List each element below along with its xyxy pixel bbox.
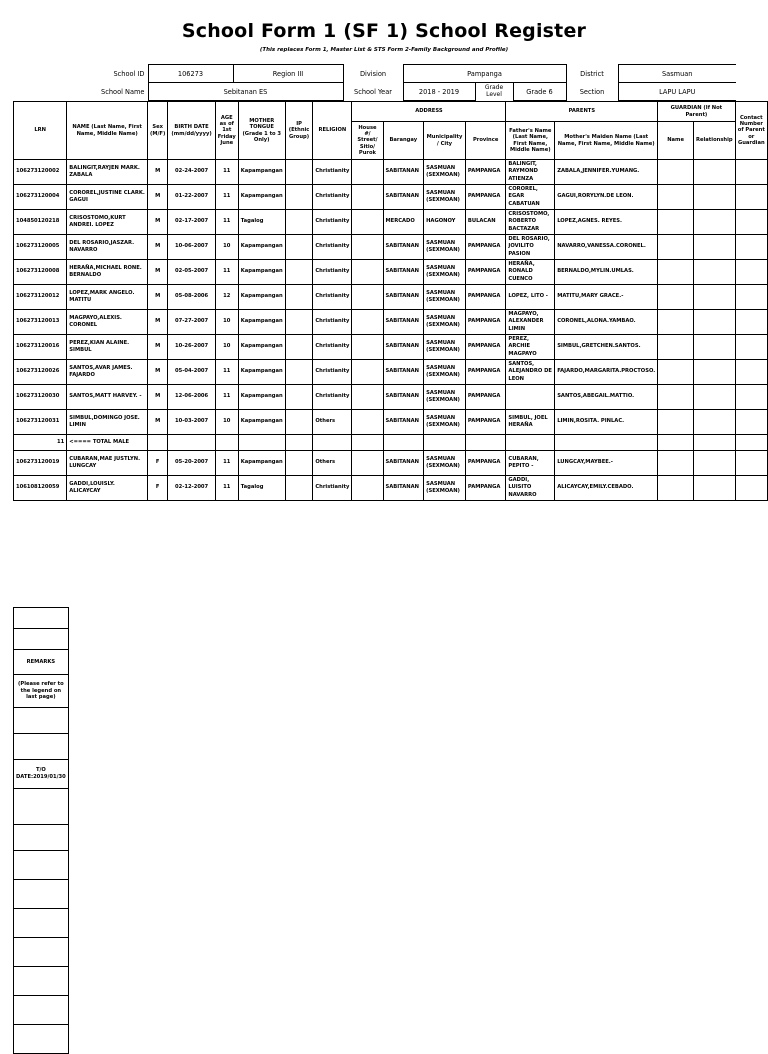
cell-province: PAMPANGA	[465, 235, 506, 260]
table-row	[14, 410, 768, 435]
cell-birth: 02-05-2007	[168, 260, 215, 285]
cell-name: HERAÑA,MICHAEL RONE. BERNALDO	[67, 260, 148, 285]
cell-relationship	[694, 410, 736, 435]
col-contact: Contact Number of Parent or Guardian	[735, 102, 767, 160]
cell-mother: LUNGCAY,MAYBEE.-	[555, 451, 658, 476]
remarks-legend-note: (Please refer to the legend on last page)	[14, 675, 69, 708]
cell-house	[352, 235, 383, 260]
cell-sex: M	[148, 285, 168, 310]
cell-lrn: 106108120059	[14, 476, 67, 501]
cell-contact	[735, 310, 767, 335]
cell-guardian	[658, 210, 694, 235]
cell-guardian	[658, 385, 694, 410]
cell-province: PAMPANGA	[465, 160, 506, 185]
cell-relationship	[694, 335, 736, 360]
cell-age: 11	[215, 185, 238, 210]
cell-municipality: SASMUAN (SEXMOAN)	[424, 476, 466, 501]
cell-barangay: SABITANAN	[383, 285, 424, 310]
cell-name: PEREZ,KIAN ALAINE. SIMBUL	[67, 335, 148, 360]
cell-sex: M	[148, 335, 168, 360]
grade-level-label: Grade Level	[484, 83, 504, 98]
cell-father: DEL ROSARIO, JOVILITO PASION	[506, 235, 555, 260]
col-group-address: ADDRESS	[352, 102, 506, 122]
cell-lrn: 106273120004	[14, 185, 67, 210]
cell-birth: 02-24-2007	[168, 160, 215, 185]
cell-father: PEREZ, ARCHIE MAGPAYO	[506, 335, 555, 360]
cell-name: COROREL,JUSTINE CLARK. GAGUI	[67, 185, 148, 210]
table-row	[14, 185, 768, 210]
cell-religion: Christianity	[313, 285, 352, 310]
region-value: Region III	[233, 65, 343, 83]
cell-ip	[285, 385, 313, 410]
cell-sex: F	[148, 476, 168, 501]
cell-age: 11	[215, 260, 238, 285]
cell-relationship	[694, 451, 736, 476]
col-guardian-name: Name	[658, 122, 694, 160]
cell-province: PAMPANGA	[465, 285, 506, 310]
cell-religion: Others	[313, 410, 352, 435]
col-father: Father's Name (Last Name, First Name, Middle Name)	[506, 122, 555, 160]
cell-father: SIMBUL, JOEL HERAÑA	[506, 410, 555, 435]
cell-house	[352, 285, 383, 310]
cell-father: BALINGIT, RAYMOND ATIENZA	[506, 160, 555, 185]
cell-age: 11	[215, 360, 238, 385]
cell-lrn: 104850120218	[14, 210, 67, 235]
form-subtitle: (This replaces Form 1, Master List & STS Form 2-Family Background and Profile)	[259, 47, 509, 53]
cell-name: DEL ROSARIO,JASZAR. NAVARRO	[67, 235, 148, 260]
col-municipality: Municipality / City	[424, 122, 466, 160]
cell-ip	[285, 335, 313, 360]
cell-ip	[285, 451, 313, 476]
cell-lrn: 106273120016	[14, 335, 67, 360]
cell-barangay: SABITANAN	[383, 235, 424, 260]
cell-municipality: SASMUAN (SEXMOAN)	[424, 160, 466, 185]
cell-birth: 01-22-2007	[168, 185, 215, 210]
cell-lrn: 106273120002	[14, 160, 67, 185]
table-row	[14, 310, 768, 335]
remarks-column	[13, 607, 69, 1054]
cell-birth: 07-27-2007	[168, 310, 215, 335]
cell-lrn: 106273120013	[14, 310, 67, 335]
cell-contact	[735, 451, 767, 476]
cell-municipality: SASMUAN (SEXMOAN)	[424, 185, 466, 210]
cell-age: 11	[215, 385, 238, 410]
cell-municipality: HAGONOY	[424, 210, 466, 235]
total-male-label: <==== TOTAL MALE	[67, 435, 148, 451]
col-house: House #/ Street/ Sitio/ Purok	[352, 122, 383, 160]
cell-province: PAMPANGA	[465, 335, 506, 360]
cell-contact	[735, 210, 767, 235]
col-ip: IP (Ethnic Group)	[285, 102, 313, 160]
cell-religion: Christianity	[313, 210, 352, 235]
cell-religion: Christianity	[313, 260, 352, 285]
col-mother: Mother's Maiden Name (Last Name, First Name, Middle Name)	[555, 122, 658, 160]
cell-father: SANTOS, ALEJANDRO DE LEON	[506, 360, 555, 385]
cell-ip	[285, 235, 313, 260]
col-relationship: Relationship	[694, 122, 736, 160]
cell-sex: M	[148, 210, 168, 235]
cell-house	[352, 310, 383, 335]
cell-mt: Kapampangan	[238, 260, 285, 285]
table-row	[14, 385, 768, 410]
cell-name: SANTOS,AVAR JAMES. FAJARDO	[67, 360, 148, 385]
cell-barangay: SABITANAN	[383, 410, 424, 435]
cell-province: PAMPANGA	[465, 410, 506, 435]
cell-contact	[735, 410, 767, 435]
cell-age: 10	[215, 335, 238, 360]
table-row	[14, 451, 768, 476]
cell-birth: 05-20-2007	[168, 451, 215, 476]
cell-house	[352, 451, 383, 476]
cell-province: PAMPANGA	[465, 476, 506, 501]
cell-guardian	[658, 310, 694, 335]
cell-contact	[735, 385, 767, 410]
cell-barangay: SABITANAN	[383, 185, 424, 210]
cell-mt: Kapampangan	[238, 160, 285, 185]
cell-house	[352, 260, 383, 285]
cell-guardian	[658, 476, 694, 501]
total-male-section	[14, 435, 768, 451]
remarks-entry: T/O DATE:2019/01/30	[14, 760, 69, 789]
cell-ip	[285, 160, 313, 185]
cell-contact	[735, 335, 767, 360]
cell-birth: 02-12-2007	[168, 476, 215, 501]
cell-age: 12	[215, 285, 238, 310]
form-title: School Form 1 (SF 1) School Register	[181, 20, 587, 42]
table-row	[14, 285, 768, 310]
cell-guardian	[658, 260, 694, 285]
register-table	[13, 101, 768, 501]
cell-name: SIMBUL,DOMINGO JOSE. LIMIN	[67, 410, 148, 435]
school-name-value: Sebitanan ES	[148, 83, 343, 101]
cell-relationship	[694, 476, 736, 501]
section-label: Section	[579, 87, 605, 96]
cell-age: 10	[215, 235, 238, 260]
cell-barangay: MERCADO	[383, 210, 424, 235]
female-rows	[14, 451, 768, 501]
cell-birth: 10-26-2007	[168, 335, 215, 360]
table-row	[14, 260, 768, 285]
division-label: Division	[359, 69, 387, 78]
cell-contact	[735, 260, 767, 285]
cell-contact	[735, 285, 767, 310]
cell-name: CRISOSTOMO,KURT ANDREI. LOPEZ	[67, 210, 148, 235]
cell-barangay: SABITANAN	[383, 451, 424, 476]
table-row	[14, 160, 768, 185]
cell-contact	[735, 360, 767, 385]
cell-sex: M	[148, 360, 168, 385]
cell-barangay: SABITANAN	[383, 476, 424, 501]
cell-mother: GAGUI,RORYLYN.DE LEON.	[555, 185, 658, 210]
cell-mt: Kapampangan	[238, 451, 285, 476]
total-male-count: 11	[14, 435, 67, 451]
cell-relationship	[694, 385, 736, 410]
cell-mt: Tagalog	[238, 476, 285, 501]
cell-birth: 10-03-2007	[168, 410, 215, 435]
cell-relationship	[694, 285, 736, 310]
cell-sex: M	[148, 235, 168, 260]
cell-father: HERAÑA, RONALD CUENCO	[506, 260, 555, 285]
cell-ip	[285, 185, 313, 210]
cell-municipality: SASMUAN (SEXMOAN)	[424, 410, 466, 435]
cell-house	[352, 410, 383, 435]
cell-ip	[285, 210, 313, 235]
district-value: Sasmuan	[618, 65, 736, 83]
cell-guardian	[658, 360, 694, 385]
cell-age: 10	[215, 410, 238, 435]
cell-father: LOPEZ, LITO -	[506, 285, 555, 310]
cell-mt: Kapampangan	[238, 310, 285, 335]
cell-religion: Others	[313, 451, 352, 476]
cell-religion: Christianity	[313, 360, 352, 385]
cell-house	[352, 476, 383, 501]
cell-municipality: SASMUAN (SEXMOAN)	[424, 385, 466, 410]
cell-house	[352, 385, 383, 410]
cell-lrn: 106273120026	[14, 360, 67, 385]
school-header-row1	[70, 64, 736, 83]
school-name-label: School Name	[101, 87, 145, 96]
cell-municipality: SASMUAN (SEXMOAN)	[424, 360, 466, 385]
cell-sex: M	[148, 260, 168, 285]
cell-father	[506, 385, 555, 410]
cell-ip	[285, 285, 313, 310]
school-year-value: 2018 - 2019	[403, 83, 475, 101]
cell-religion: Christianity	[313, 335, 352, 360]
col-barangay: Barangay	[383, 122, 424, 160]
cell-ip	[285, 310, 313, 335]
cell-mother: BERNALDO,MYLIN.UMLAS.	[555, 260, 658, 285]
cell-mt: Kapampangan	[238, 385, 285, 410]
cell-lrn: 106273120012	[14, 285, 67, 310]
cell-municipality: SASMUAN (SEXMOAN)	[424, 310, 466, 335]
table-row	[14, 335, 768, 360]
cell-barangay: SABITANAN	[383, 260, 424, 285]
cell-sex: M	[148, 410, 168, 435]
cell-province: PAMPANGA	[465, 360, 506, 385]
col-name: NAME (Last Name, First Name, Middle Name)	[67, 102, 148, 160]
cell-mother: SIMBUL,GRETCHEN.SANTOS.	[555, 335, 658, 360]
cell-province: BULACAN	[465, 210, 506, 235]
col-age: AGE as of 1st Friday June	[215, 102, 238, 160]
cell-house	[352, 185, 383, 210]
cell-mt: Kapampangan	[238, 410, 285, 435]
col-lrn: LRN	[14, 102, 67, 160]
cell-mt: Kapampangan	[238, 285, 285, 310]
cell-house	[352, 335, 383, 360]
cell-father: GADDI, LUISITO NAVARRO	[506, 476, 555, 501]
cell-age: 11	[215, 160, 238, 185]
cell-mt: Kapampangan	[238, 235, 285, 260]
cell-ip	[285, 410, 313, 435]
male-rows	[14, 160, 768, 435]
cell-religion: Christianity	[313, 235, 352, 260]
cell-municipality: SASMUAN (SEXMOAN)	[424, 335, 466, 360]
cell-age: 11	[215, 476, 238, 501]
col-birth-date: BIRTH DATE (mm/dd/yyyy)	[168, 102, 215, 160]
cell-contact	[735, 185, 767, 210]
cell-province: PAMPANGA	[465, 385, 506, 410]
cell-guardian	[658, 160, 694, 185]
cell-lrn: 106273120031	[14, 410, 67, 435]
cell-sex: F	[148, 451, 168, 476]
cell-sex: M	[148, 385, 168, 410]
cell-municipality: SASMUAN (SEXMOAN)	[424, 260, 466, 285]
cell-sex: M	[148, 185, 168, 210]
cell-religion: Christianity	[313, 310, 352, 335]
cell-guardian	[658, 185, 694, 210]
cell-guardian	[658, 451, 694, 476]
cell-father: MAGPAYO, ALEXANDER LIMIN	[506, 310, 555, 335]
cell-contact	[735, 476, 767, 501]
cell-mt: Tagalog	[238, 210, 285, 235]
cell-mother: ZABALA,JENNIFER.YUMANG.	[555, 160, 658, 185]
cell-father: CRISOSTOMO, ROBERTO BACTAZAR	[506, 210, 555, 235]
cell-birth: 05-08-2006	[168, 285, 215, 310]
section-value: LAPU LAPU	[618, 83, 736, 101]
cell-municipality: SASMUAN (SEXMOAN)	[424, 285, 466, 310]
table-row	[14, 476, 768, 501]
cell-mother: LOPEZ,AGNES. REYES.	[555, 210, 658, 235]
cell-contact	[735, 235, 767, 260]
col-sex: Sex (M/F)	[148, 102, 168, 160]
cell-municipality: SASMUAN (SEXMOAN)	[424, 451, 466, 476]
cell-age: 11	[215, 210, 238, 235]
cell-mother: NAVARRO,VANESSA.CORONEL.	[555, 235, 658, 260]
cell-age: 11	[215, 451, 238, 476]
school-id-label: School ID	[113, 69, 145, 78]
cell-house	[352, 210, 383, 235]
cell-province: PAMPANGA	[465, 185, 506, 210]
cell-lrn: 106273120019	[14, 451, 67, 476]
col-group-parents: PARENTS	[506, 102, 658, 122]
cell-name: BALINGIT,RAYJEN MARK. ZABALA	[67, 160, 148, 185]
division-value: Pampanga	[403, 65, 566, 83]
cell-name: SANTOS,MATT HARVEY. -	[67, 385, 148, 410]
cell-relationship	[694, 210, 736, 235]
table-row	[14, 360, 768, 385]
cell-mt: Kapampangan	[238, 335, 285, 360]
cell-mother: CORONEL,ALONA.YAMBAO.	[555, 310, 658, 335]
cell-relationship	[694, 360, 736, 385]
cell-mother: ALICAYCAY,EMILY.CEBADO.	[555, 476, 658, 501]
cell-ip	[285, 360, 313, 385]
cell-birth: 12-06-2006	[168, 385, 215, 410]
col-group-guardian: GUARDIAN (If Not Parent)	[658, 102, 735, 122]
cell-province: PAMPANGA	[465, 451, 506, 476]
cell-lrn: 106273120008	[14, 260, 67, 285]
cell-name: LOPEZ,MARK ANGELO. MATITU	[67, 285, 148, 310]
cell-sex: M	[148, 310, 168, 335]
cell-father: COROREL, EGAR CABATUAN	[506, 185, 555, 210]
cell-ip	[285, 476, 313, 501]
col-province: Province	[465, 122, 506, 160]
school-year-label: School Year	[354, 87, 392, 96]
cell-lrn: 106273120030	[14, 385, 67, 410]
cell-contact	[735, 160, 767, 185]
cell-guardian	[658, 235, 694, 260]
school-id-value: 106273	[148, 65, 233, 83]
cell-lrn: 106273120005	[14, 235, 67, 260]
cell-barangay: SABITANAN	[383, 335, 424, 360]
remarks-heading: REMARKS	[14, 650, 69, 675]
col-religion: RELIGION	[313, 102, 352, 160]
cell-barangay: SABITANAN	[383, 385, 424, 410]
cell-name: CUBARAN,MAE JUSTLYN. LUNGCAY	[67, 451, 148, 476]
cell-name: MAGPAYO,ALEXIS. CORONEL	[67, 310, 148, 335]
cell-mother: SANTOS,ABEGAIL.MATTIO.	[555, 385, 658, 410]
school-header-row2	[70, 82, 736, 101]
cell-mt: Kapampangan	[238, 185, 285, 210]
cell-guardian	[658, 285, 694, 310]
cell-mother: LIMIN,ROSITA. PINLAC.	[555, 410, 658, 435]
district-label: District	[580, 69, 604, 78]
cell-municipality: SASMUAN (SEXMOAN)	[424, 235, 466, 260]
grade-level-value: Grade 6	[513, 83, 566, 101]
cell-relationship	[694, 160, 736, 185]
cell-relationship	[694, 310, 736, 335]
cell-birth: 02-17-2007	[168, 210, 215, 235]
cell-barangay: SABITANAN	[383, 310, 424, 335]
cell-relationship	[694, 185, 736, 210]
cell-religion: Christianity	[313, 160, 352, 185]
cell-mt: Kapampangan	[238, 360, 285, 385]
cell-barangay: SABITANAN	[383, 160, 424, 185]
cell-name: GADDI,LOUISLY. ALICAYCAY	[67, 476, 148, 501]
cell-mother: FAJARDO,MARGARITA.PROCTOSO.	[555, 360, 658, 385]
cell-sex: M	[148, 160, 168, 185]
cell-birth: 05-04-2007	[168, 360, 215, 385]
cell-father: CUBARAN, PEPITO -	[506, 451, 555, 476]
cell-age: 10	[215, 310, 238, 335]
cell-religion: Christianity	[313, 185, 352, 210]
cell-religion: Christianity	[313, 385, 352, 410]
cell-relationship	[694, 235, 736, 260]
cell-mother: MATITU,MARY GRACE.-	[555, 285, 658, 310]
cell-house	[352, 160, 383, 185]
cell-birth: 10-06-2007	[168, 235, 215, 260]
col-mother-tongue: MOTHER TONGUE (Grade 1 to 3 Only)	[238, 102, 285, 160]
cell-guardian	[658, 335, 694, 360]
cell-province: PAMPANGA	[465, 310, 506, 335]
cell-province: PAMPANGA	[465, 260, 506, 285]
cell-relationship	[694, 260, 736, 285]
table-row	[14, 235, 768, 260]
cell-religion: Christianity	[313, 476, 352, 501]
cell-house	[352, 360, 383, 385]
cell-guardian	[658, 410, 694, 435]
cell-barangay: SABITANAN	[383, 360, 424, 385]
cell-ip	[285, 260, 313, 285]
table-row	[14, 210, 768, 235]
